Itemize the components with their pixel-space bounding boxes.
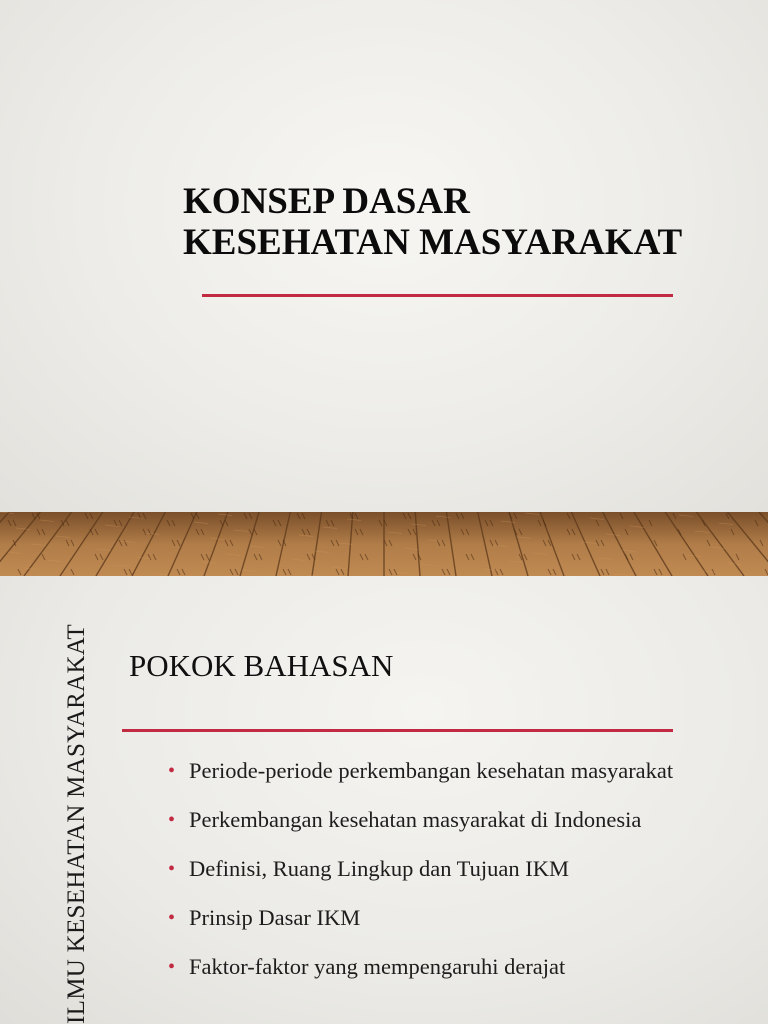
bullet-item: [168, 899, 738, 937]
bullet-item: [168, 801, 738, 839]
bullet-item: [168, 850, 738, 888]
bullet-text: Perkembangan kesehatan masyarakat di Indonesia: [189, 807, 642, 832]
bullet-text: Definisi, Ruang Lingkup dan Tujuan IKM: [189, 856, 569, 881]
bullet-list: [168, 752, 738, 997]
slide-title-line-2: KESEHATAN MASYARAKAT: [183, 222, 683, 263]
bullet-dot-icon: •: [168, 760, 176, 782]
slide-title: [183, 181, 743, 263]
title-divider: [202, 294, 673, 297]
bullet-dot-icon: •: [168, 956, 176, 978]
section-heading: POKOK BAHASAN: [129, 648, 394, 683]
bullet-text: Periode-periode perkembangan kesehatan masyarakat: [189, 758, 674, 783]
wood-floor-image: [0, 512, 768, 576]
bullet-dot-icon: •: [168, 809, 176, 831]
vertical-side-label: ILMU KESEHATAN MASYARAKAT: [63, 624, 90, 1024]
bullet-text: Faktor-faktor yang mempengaruhi derajat: [189, 954, 566, 979]
slide-title-line-1: KONSEP DASAR: [183, 181, 470, 222]
bullet-dot-icon: •: [168, 907, 176, 929]
bullet-dot-icon: •: [168, 858, 176, 880]
bullet-item: [168, 752, 738, 790]
wood-floor-graphic: [0, 512, 768, 576]
heading-divider: [122, 729, 673, 732]
bullet-item: [168, 948, 738, 986]
content-slide: [0, 576, 768, 1024]
bullet-text: Prinsip Dasar IKM: [189, 905, 361, 930]
